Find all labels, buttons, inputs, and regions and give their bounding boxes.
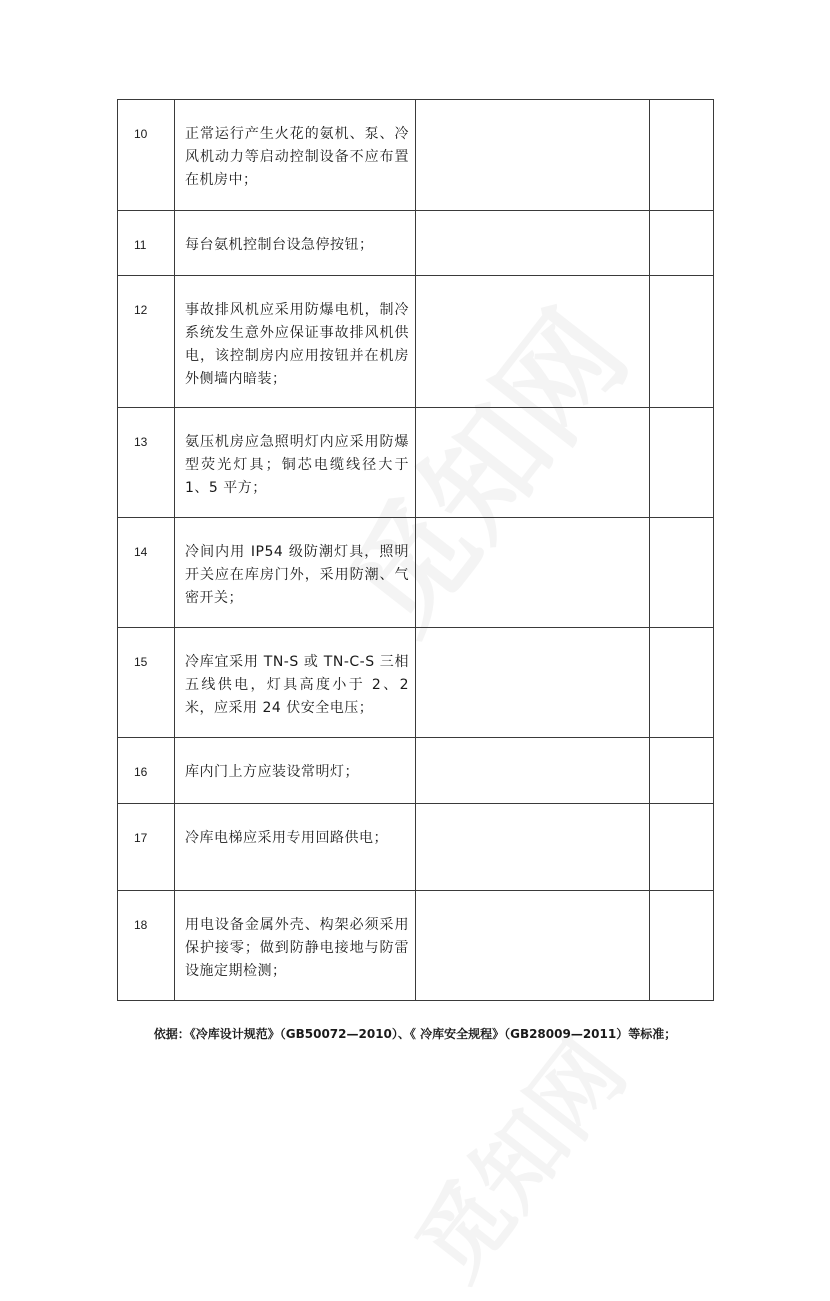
row-result (416, 628, 650, 738)
row-result (416, 408, 650, 518)
row-number: 15 (118, 628, 175, 738)
row-item: 冷库电梯应采用专用回路供电； (175, 804, 416, 891)
row-result (416, 100, 650, 211)
row-number: 18 (118, 891, 175, 1001)
checklist-table (117, 99, 714, 1001)
table-row (118, 408, 714, 518)
row-number: 13 (118, 408, 175, 518)
row-number: 14 (118, 518, 175, 628)
row-item: 正常运行产生火花的氨机、泵、冷风机动力等启动控制设备不应布置在机房中； (175, 100, 416, 211)
row-note (650, 100, 714, 211)
row-item: 冷间内用 IP54 级防潮灯具，照明开关应在库房门外，采用防潮、气密开关； (175, 518, 416, 628)
row-result (416, 891, 650, 1001)
watermark-bottom (381, 1009, 650, 1301)
table-row (118, 100, 714, 211)
table-row (118, 891, 714, 1001)
row-note (650, 628, 714, 738)
row-item: 事故排风机应采用防爆电机，制冷系统发生意外应保证事故排风机供电，该控制房内应用按钮并在机房外侧墙内暗装； (175, 276, 416, 408)
row-item: 每台氨机控制台设急停按钮； (175, 211, 416, 276)
row-number: 10 (118, 100, 175, 211)
row-result (416, 518, 650, 628)
row-note (650, 804, 714, 891)
table-row (118, 276, 714, 408)
row-result (416, 738, 650, 804)
table-row (118, 738, 714, 804)
row-item: 氨压机房应急照明灯内应采用防爆型荧光灯具；铜芯电缆线径大于 1、5 平方； (175, 408, 416, 518)
table-row (118, 518, 714, 628)
row-item: 用电设备金属外壳、构架必须采用保护接零；做到防静电接地与防雷设施定期检测； (175, 891, 416, 1001)
row-note (650, 408, 714, 518)
row-item: 库内门上方应装设常明灯； (175, 738, 416, 804)
row-note (650, 518, 714, 628)
standards-reference-note: 依据：《冷库设计规范》（GB50072—2010）、《 冷库安全规程》（GB28009—2011）等标准； (153, 1027, 677, 1041)
row-note (650, 891, 714, 1001)
row-number: 16 (118, 738, 175, 804)
table-row (118, 628, 714, 738)
row-note (650, 276, 714, 408)
row-note (650, 211, 714, 276)
row-result (416, 804, 650, 891)
row-number: 12 (118, 276, 175, 408)
row-item: 冷库宜采用 TN-S 或 TN-C-S 三相五线供电，灯具高度小于 2、2 米，应采用 24 伏安全电压； (175, 628, 416, 738)
table-row (118, 211, 714, 276)
row-number: 17 (118, 804, 175, 891)
row-result (416, 211, 650, 276)
table-row (118, 804, 714, 891)
row-result (416, 276, 650, 408)
row-number: 11 (118, 211, 175, 276)
row-note (650, 738, 714, 804)
